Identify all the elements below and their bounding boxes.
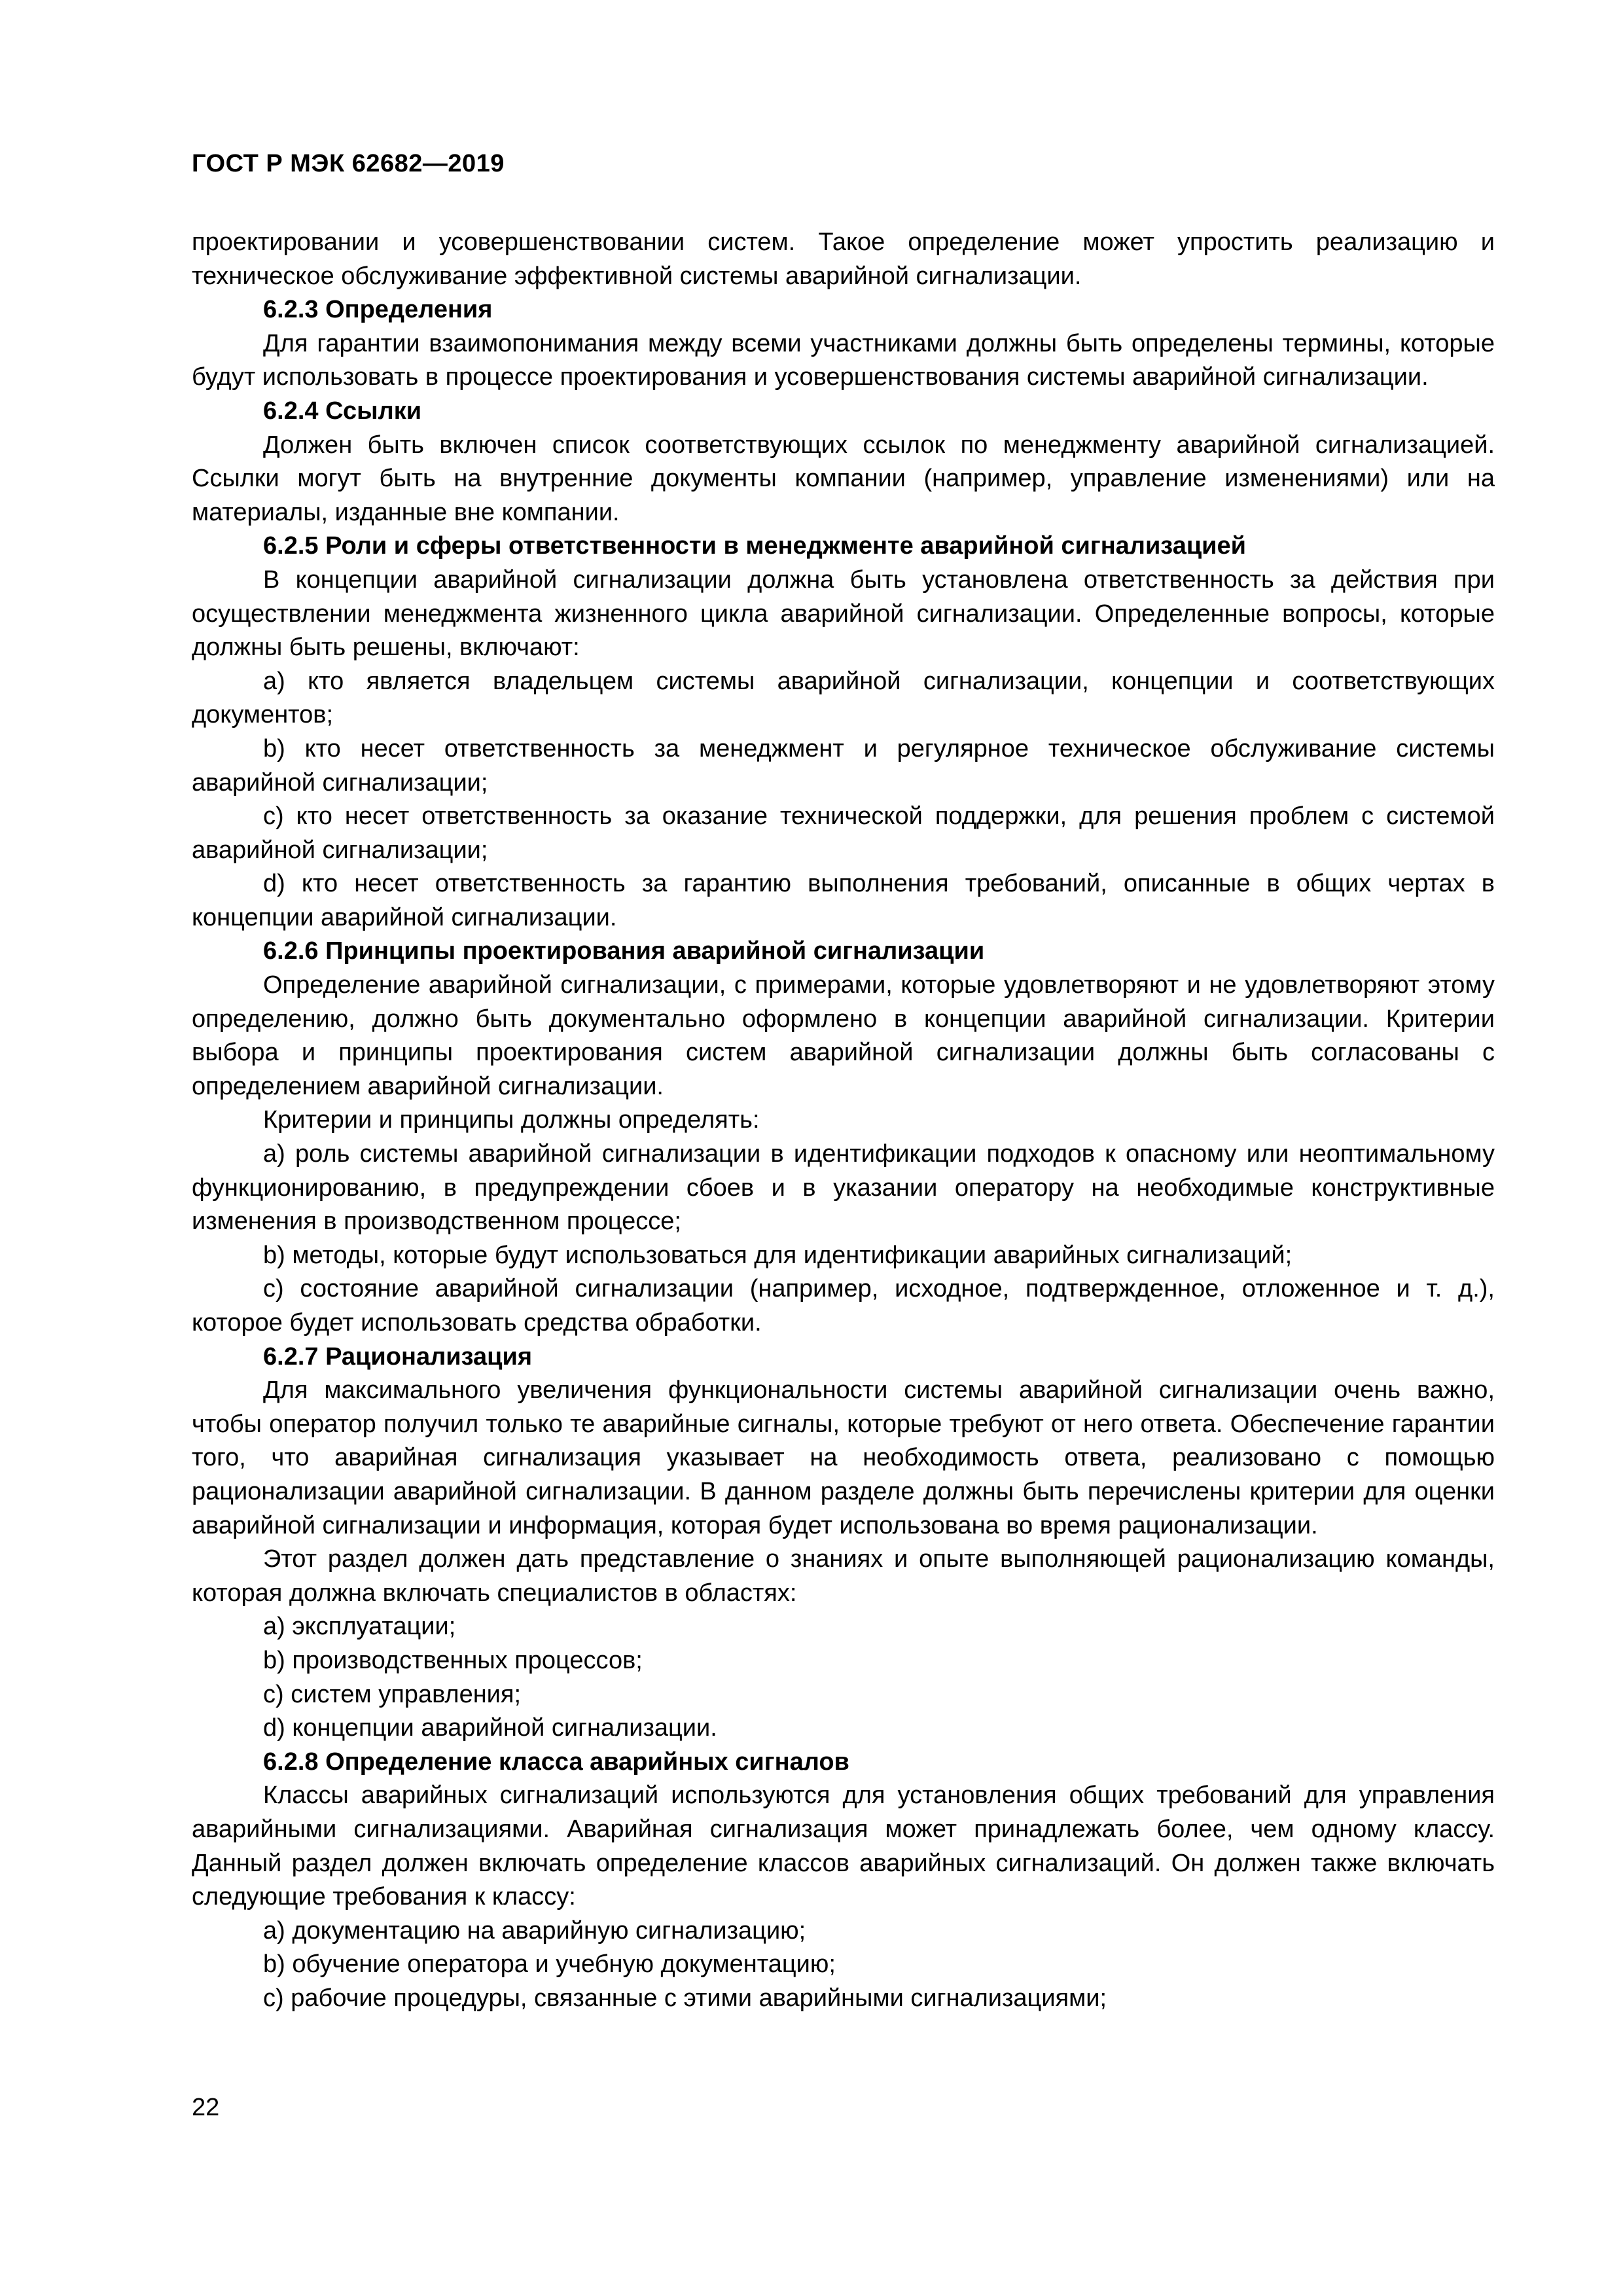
section-heading-6-2-7: 6.2.7 Рационализация [263,1342,532,1371]
list-item: d) концепции аварийной сигнализации. [263,1714,717,1742]
list-item: c) кто несет ответственность за оказание технической поддержки, для решения проблем с системой аварийной сигнализации; [192,802,1495,864]
paragraph: Классы аварийных сигнализаций используются для установления общих требований для управления аварийными сигнализациями. Аварийная сигнализация может принадлежать более, чем одному классу. Данный раздел должен включать определение классов аварийных сигнализаций. Он должен также включать следующие требования к классу: [192,1782,1495,1911]
list-item: b) методы, которые будут использоваться для идентификации аварийных сигнализаций; [263,1241,1293,1269]
list-item: b) обучение оператора и учебную документацию; [263,1950,836,1979]
list-item: c) состояние аварийной сигнализации (например, исходное, подтвержденное, отложенное и т. д.), которое будет использовать средства обработки. [192,1275,1495,1336]
page-number: 22 [192,2094,220,2121]
paragraph: Для гарантии взаимопонимания между всеми участниками должны быть определены термины, которые будут использовать в процессе проектирования и усовершенствования системы аварийной сигнализации. [192,329,1495,391]
paragraph-continuation: проектировании и усовершенствовании систем. Такое определение может упростить реализацию и техническое обслуживание эффективной системы аварийной сигнализации. [192,228,1495,290]
section-heading-6-2-5: 6.2.5 Роли и сферы ответственности в менеджменте аварийной сигнализацией [263,532,1247,560]
section-heading-6-2-3: 6.2.3 Определения [263,296,493,324]
section-heading-6-2-8: 6.2.8 Определение класса аварийных сигналов [263,1748,849,1776]
list-item: c) рабочие процедуры, связанные с этими аварийными сигнализациями; [263,1984,1107,2012]
list-item: c) систем управления; [263,1680,522,1708]
paragraph: В концепции аварийной сигнализации должна быть установлена ответственность за действия при осуществлении менеджмента жизненного цикла аварийной сигнализации. Определенные вопросы, которые должны быть решены, включают: [192,565,1495,662]
section-heading-6-2-6: 6.2.6 Принципы проектирования аварийной сигнализации [263,937,985,965]
list-item: d) кто несет ответственность за гарантию выполнения требований, описанные в общих чертах в концепции аварийной сигнализации. [192,870,1495,931]
list-item: b) кто несет ответственность за менеджмент и регулярное техническое обслуживание системы аварийной сигнализации; [192,734,1495,797]
paragraph: Этот раздел должен дать представление о знаниях и опыте выполняющей рационализацию команды, которая должна включать специалистов в областях: [192,1545,1495,1607]
section-heading-6-2-4: 6.2.4 Ссылки [263,397,422,425]
document-body [192,226,1495,2015]
paragraph: Должен быть включен список соответствующих ссылок по менеджменту аварийной сигнализацией. Ссылки могут быть на внутренние документы компании (например, управление изменениями) или на материалы, изданные вне компании. [192,431,1495,526]
list-item: a) эксплуатации; [263,1613,456,1641]
paragraph: Для максимального увеличения функциональности системы аварийной сигнализации очень важно, чтобы оператор получил только те аварийные сигналы, которые требуют от него ответа. Обеспечение гарантии того, что аварийная сигнализация указывает на необходимость ответа, реализовано с помощью рационализации аварийной сигнализации. В данном разделе должны быть перечислены критерии для оценки аварийной сигнализации и информация, которая будет использована во время рационализации. [192,1376,1495,1539]
list-item: b) производственных процессов; [263,1646,643,1674]
list-item: a) роль системы аварийной сигнализации в идентификации подходов к опасному или неоптимальному функционированию, в предупреждении сбоев и в указании оператору на необходимые конструктивные изменения в производственном процессе; [192,1140,1495,1236]
paragraph: Критерии и принципы должны определять: [263,1106,760,1134]
list-item: a) кто является владельцем системы аварийной сигнализации, концепции и соответствующих документов; [192,667,1495,729]
list-item: a) документацию на аварийную сигнализацию; [263,1916,806,1945]
paragraph: Определение аварийной сигнализации, с примерами, которые удовлетворяют и не удовлетворяют этому определению, должно быть документально оформлено в концепции аварийной сигнализации. Критерии выбора и принципы проектирования систем аварийной сигнализации должны быть согласованы с определением аварийной сигнализации. [192,971,1495,1100]
document-header: ГОСТ Р МЭК 62682—2019 [192,150,505,177]
